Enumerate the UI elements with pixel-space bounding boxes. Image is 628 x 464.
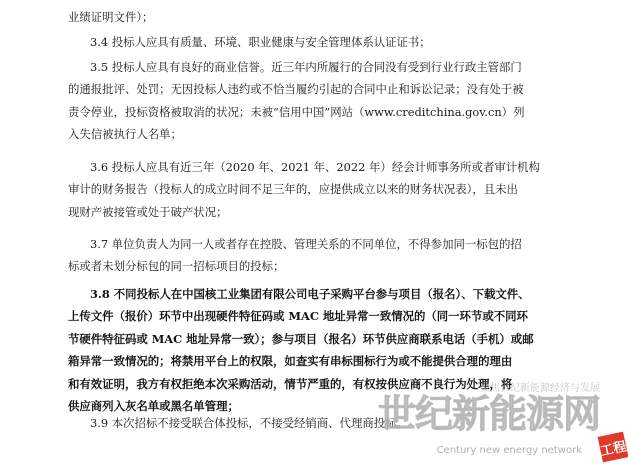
paragraph <box>68 6 568 28</box>
text-line: 业绩证明文件）； <box>68 10 154 24</box>
text-line: 3.8 不同投标人在中国核工业集团有限公司电子采购平台参与项目（报名）、下载文件、 <box>90 287 530 301</box>
paragraph <box>68 31 568 53</box>
text-line: 审计的财务报告（投标人的成立时间不足三年的，应提供成立以来的财务状况表），且未出 <box>68 182 518 197</box>
text-line: 3.6 投标人应具有近三年（2020 年、2021 年、2022 年）经会计师事务所或者审计机构 <box>90 160 540 174</box>
paragraph <box>68 283 568 417</box>
text-line: 的通报批评、处罚；无因投标人违约或不恰当履约引起的合同中止和诉讼记录；没有处于被 <box>68 82 524 97</box>
paragraph <box>68 156 568 223</box>
paragraph <box>68 233 568 278</box>
paragraph <box>68 56 568 146</box>
text-line: 3.9 本次招标不接受联合体投标，不接受经销商、代理商投标。 <box>90 416 408 430</box>
text-line: 节硬件特征码或 MAC 地址异常一致）；参与项目（报名）环节供应商联系电话（手机）或邮 <box>68 331 534 346</box>
text-line: 上传文件（报价）环节中出现硬件特征码或 MAC 地址异常一致情况的（同一环节或不同环 <box>68 309 528 324</box>
text-line: 责令停业，投标资格被取消的状况；未被“信用中国”网站（www.creditchina.gov.cn）列 <box>68 104 525 119</box>
text-line: 入失信被执行人名单； <box>68 127 182 142</box>
text-line: 现财产被接管或处于破产状况； <box>68 204 228 219</box>
text-line: 供应商列入灰名单或黑名单管理； <box>68 399 239 414</box>
watermark-logo-text: 世纪新能源网 <box>378 392 601 436</box>
text-line: 3.5 投标人应具有良好的商业信誉。近三年内所履行的合同没有受到行业行政主管部门 <box>90 60 522 74</box>
paragraph <box>68 412 568 434</box>
text-line: 和有效证明，我方有权拒绝本次采购活动，情节严重的，有权按供应商不良行为处理，将 <box>68 376 513 391</box>
text-line: 标或者未划分标包的同一招标项目的投标； <box>68 259 285 274</box>
text-line: 3.7 单位负责人为同一人或者存在控股、管理关系的不同单位，不得参加同一标包的招 <box>90 237 522 251</box>
watermark-stamp: 工程 <box>598 432 628 463</box>
text-line: 箱异常一致情况的；将禁用平台上的权限，如查实有串标围标行为或不能提供合理的理由 <box>68 354 513 369</box>
text-line: 3.4 投标人应具有质量、环境、职业健康与安全管理体系认证证书； <box>90 35 431 49</box>
watermark-tagline: 聚焦世纪新能源经济与发展 <box>480 383 600 394</box>
watermark-url: Century new energy network <box>436 445 582 456</box>
